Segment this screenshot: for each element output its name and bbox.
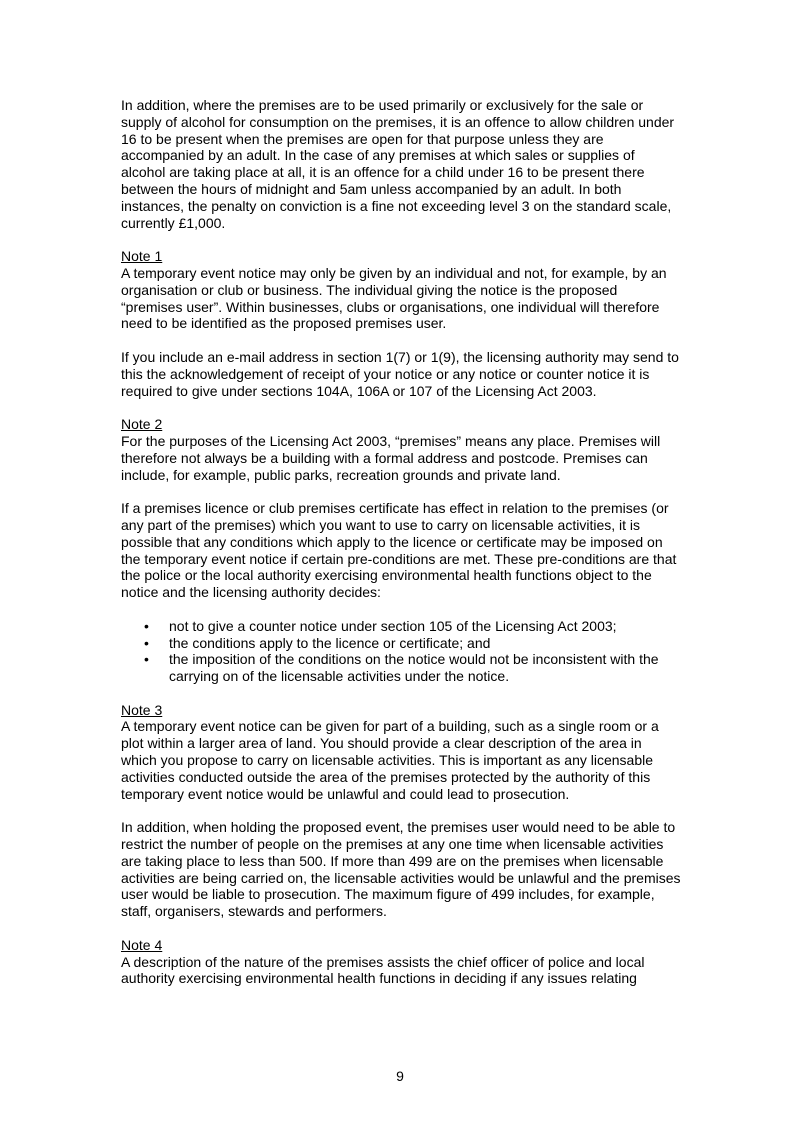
note-2-heading: Note 2 (121, 416, 163, 433)
note-2-paragraph-1: For the purposes of the Licensing Act 2003, “premises” means any place. Premises will therefore not always be a building with a formal address and postcode. Premises can include, for example, public parks, recreation grounds and private land. (121, 432, 661, 483)
note-2-paragraph-2: If a premises licence or club premises certificate has effect in relation to the premises (or any part of the premises) which you want to use to carry on licensable activities, it is possible that any conditions which apply to the licence or certificate may be imposed on the temporary event notice if certain pre-conditions are met. These pre-conditions are that the police or the local authority exercising environmental health functions object to the notice and the licensing authority decides: (121, 500, 677, 601)
note-3-paragraph-2: In addition, when holding the proposed event, the premises user would need to be able to restrict the number of people on the premises at any one time when licensable activities are taking place to less than 500. If more than 499 are on the premises when licensable activities are being carried on, the licensable activities would be unlawful and the premises user would be liable to prosecution. The maximum figure of 499 includes, for example, staff, organisers, stewards and performers. (121, 819, 681, 920)
note-1-paragraph-1: A temporary event notice may only be given by an individual and not, for example, by an organisation or club or business. The individual giving the notice is the proposed “premises user”. Within businesses, clubs or organisations, one individual will therefore need to be identified as the proposed premises user. (121, 264, 667, 332)
pre-conditions-list (121, 618, 681, 685)
page-number: 9 (396, 1068, 404, 1084)
note-1-heading: Note 1 (121, 248, 163, 265)
note-4-heading: Note 4 (121, 936, 163, 953)
note-3-heading: Note 3 (121, 701, 163, 718)
list-item-text: the imposition of the conditions on the notice would not be inconsistent with the carrying on of the licensable activities under the notice. (169, 651, 659, 685)
list-item-text: the conditions apply to the licence or certificate; and (169, 634, 491, 651)
list-item (121, 651, 681, 685)
bullet-icon: • (144, 651, 149, 668)
intro-paragraph: In addition, where the premises are to be used primarily or exclusively for the sale or supply of alcohol for consumption on the premises, it is an offence to allow children under 16 to be present when the premises are open for that purpose unless they are accompanied by an adult. In the case of any premises at which sales or supplies of alcohol are taking place at all, it is an offence for a child under 16 to be present there between the hours of midnight and 5am unless accompanied by an adult. In both instances, the penalty on conviction is a fine not exceeding level 3 on the standard scale, currently £1,000. (121, 97, 675, 231)
bullet-icon: • (144, 634, 149, 651)
note-4-paragraph-1: A description of the nature of the premises assists the chief officer of police and local authority exercising environmental health functions in deciding if any issues relating (121, 953, 645, 987)
document-page (121, 97, 681, 987)
note-3-paragraph-1: A temporary event notice can be given for part of a building, such as a single room or a plot within a larger area of land. You should provide a clear description of the area in which you propose to carry on licensable activities. This is important as any licensable activities conducted outside the area of the premises protected by the authority of this temporary event notice would be unlawful and could lead to prosecution. (121, 718, 659, 802)
list-item-text: not to give a counter notice under section 105 of the Licensing Act 2003; (169, 617, 617, 634)
list-item (121, 635, 681, 652)
bullet-icon: • (144, 617, 149, 634)
note-1-paragraph-2: If you include an e-mail address in section 1(7) or 1(9), the licensing authority may send to this the acknowledgement of receipt of your notice or any notice or counter notice it is required to give under sections 104A, 106A or 107 of the Licensing Act 2003. (121, 348, 679, 399)
list-item (121, 618, 681, 635)
